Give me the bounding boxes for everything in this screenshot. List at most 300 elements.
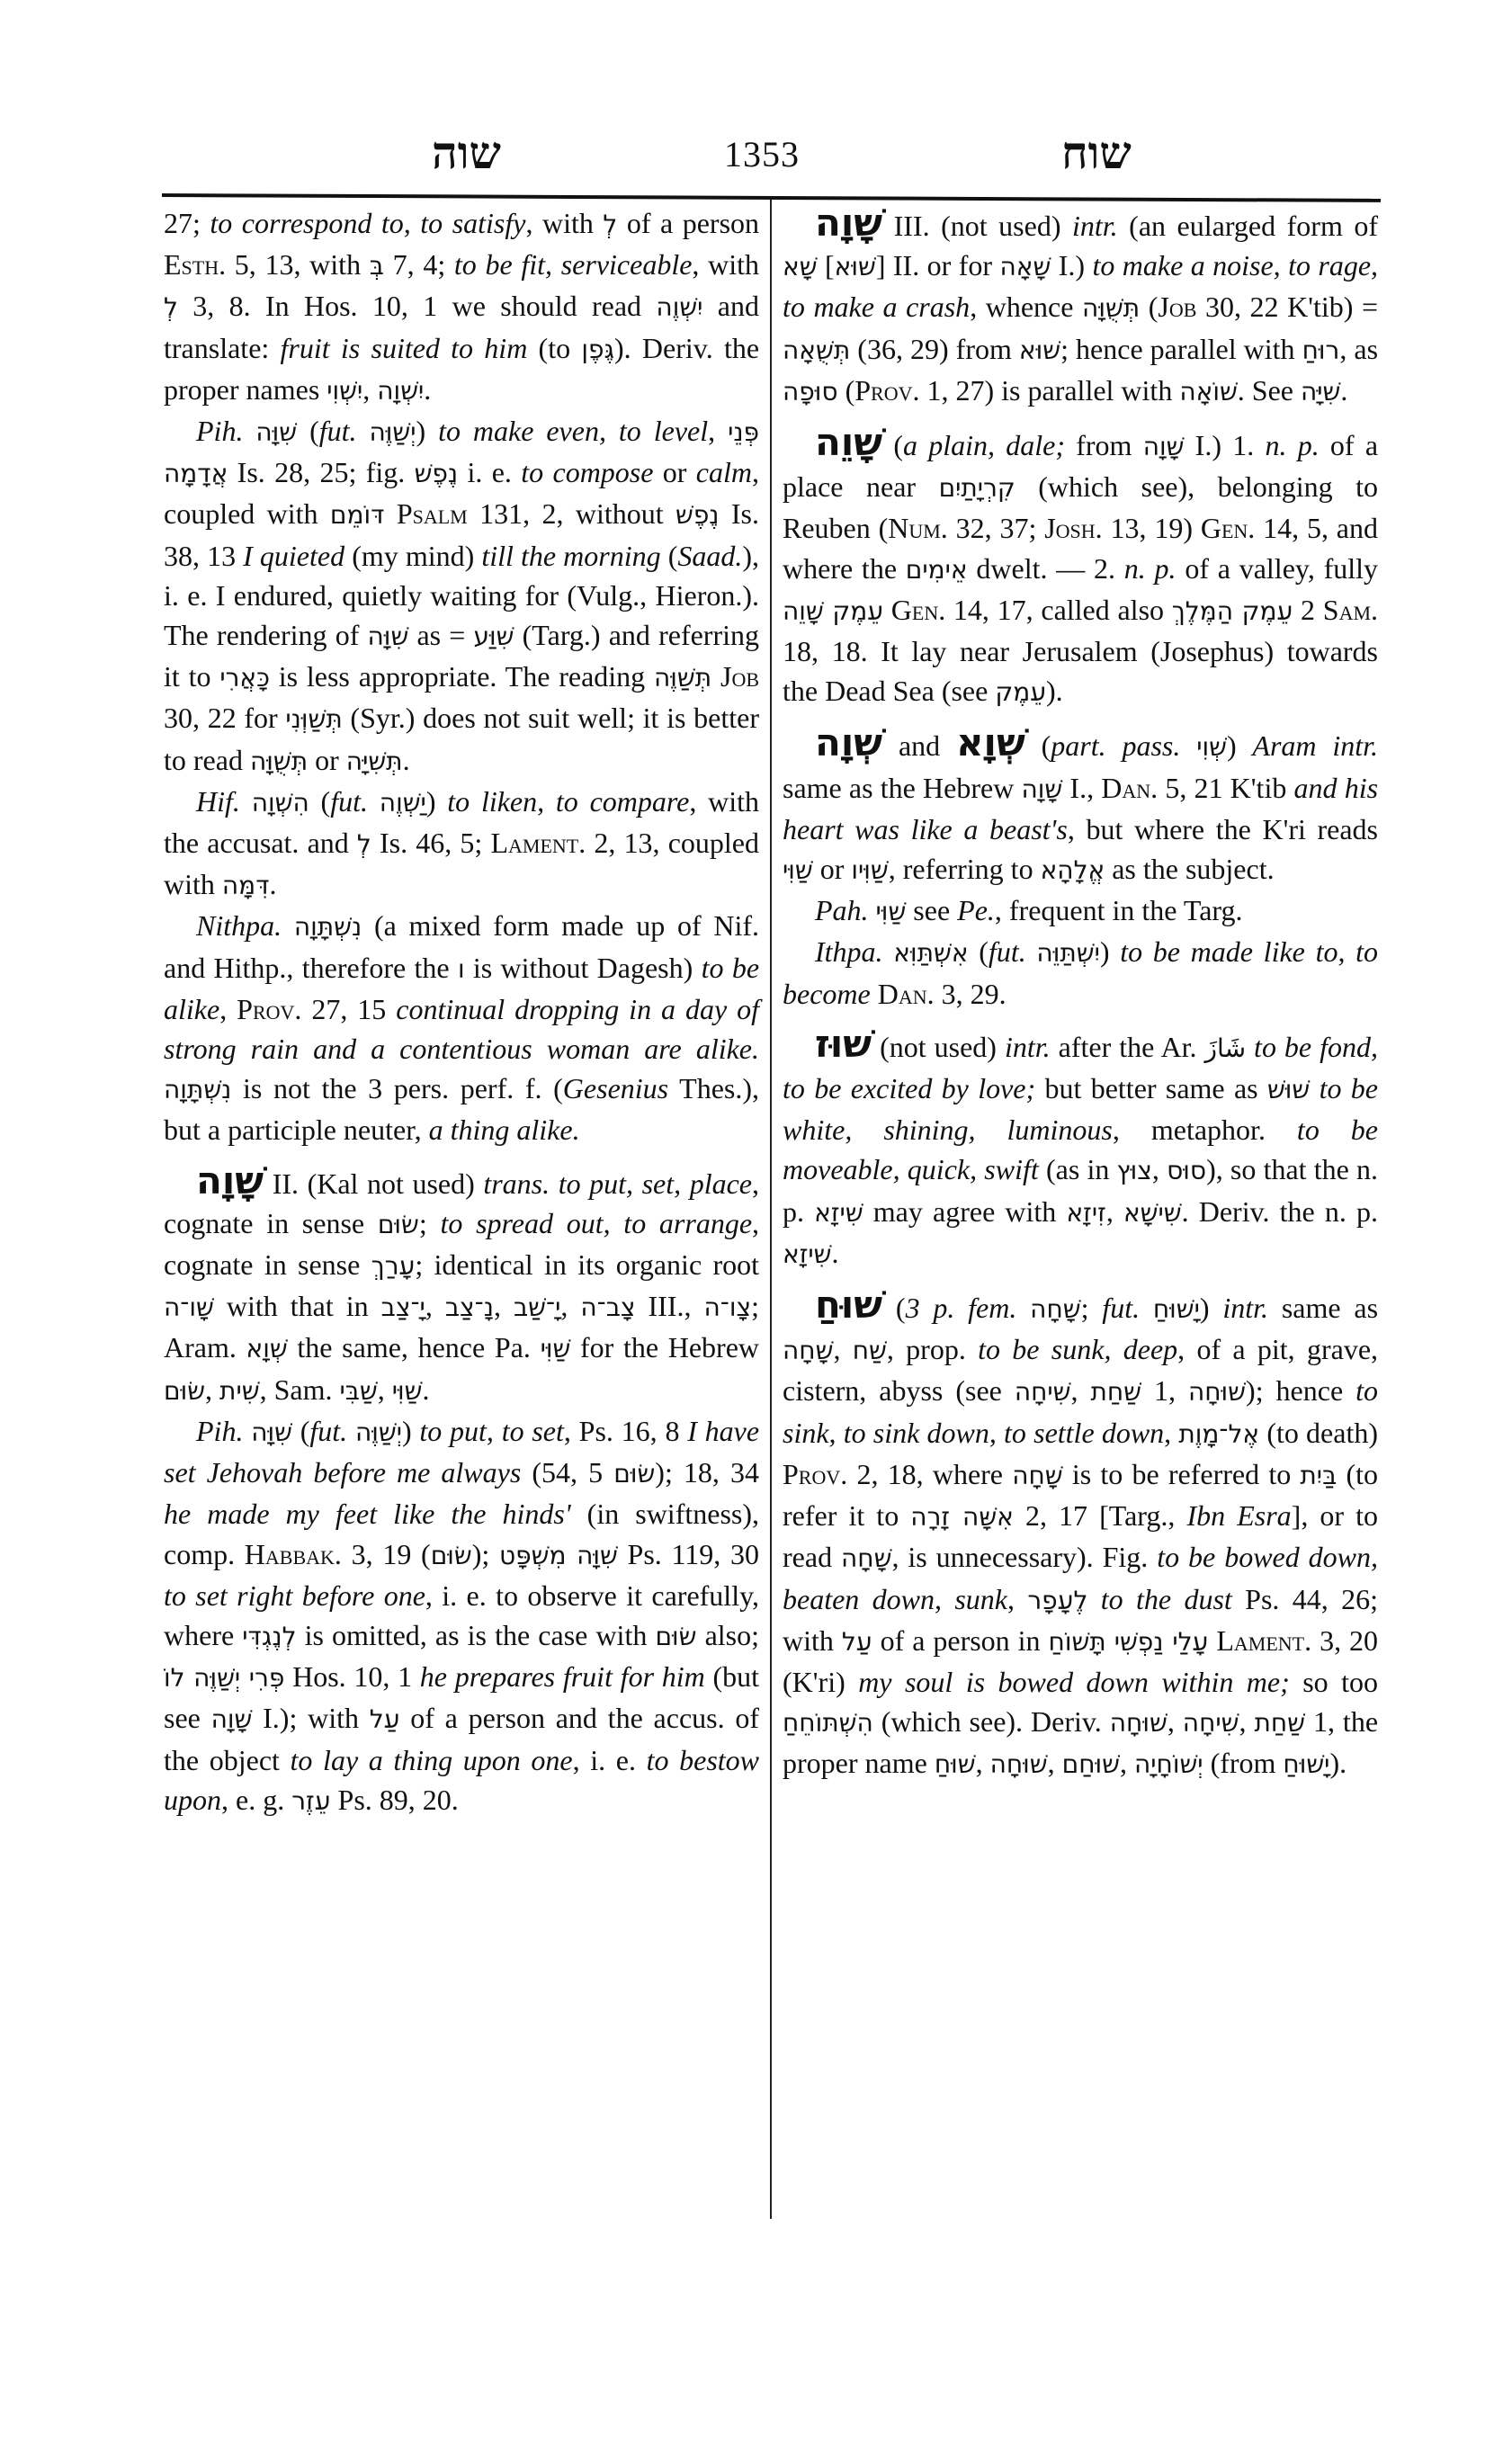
italic-gloss: to bestow upon: [164, 1743, 759, 1816]
body-text: or: [653, 456, 696, 489]
hebrew-word: שַׁוִּיו: [851, 855, 889, 886]
hebrew-word: שׂוּם: [655, 1621, 697, 1651]
hebrew-word: שַׁוִּי: [783, 855, 813, 886]
body-text: (: [968, 935, 989, 969]
hebrew-word: יְשׁוֹחָיָה: [1133, 1749, 1203, 1780]
italic-gloss: Saad.: [677, 539, 743, 572]
hebrew-word: שָׁחָה: [1012, 1460, 1063, 1490]
body-text: from: [1065, 429, 1143, 462]
body-text: [368, 785, 380, 818]
hebrew-word: שׁוּחַם: [1061, 1749, 1120, 1780]
body-text: 14, 5, and where the: [783, 512, 1379, 585]
dictionary-paragraph-shuach: [783, 1285, 1378, 1784]
body-text: Ps. 89, 20.: [330, 1783, 459, 1816]
body-text: [357, 415, 370, 447]
hebrew-word: לְנֶגְדִּי: [242, 1621, 297, 1651]
body-text: ): [1099, 935, 1121, 969]
body-text: ): [1226, 729, 1253, 763]
italic-gloss: Pe.: [957, 894, 995, 927]
body-text: ), i. e. I endured, quietly waiting for (Vulg., Hieron.). The rendering of: [164, 539, 760, 652]
body-text: ,: [560, 1290, 581, 1323]
body-text: i. e.: [458, 456, 522, 489]
body-text: ,: [1119, 1747, 1134, 1780]
right-running-headword: שוח: [1061, 126, 1132, 179]
italic-gloss: to set right before one: [164, 1578, 425, 1612]
hebrew-word: לֶעָפָר: [1027, 1585, 1088, 1615]
body-text: ,: [1105, 1194, 1123, 1228]
italic-gloss: I have set Jehovah before me always: [164, 1414, 760, 1489]
book-reference: Dan.: [877, 977, 935, 1010]
body-text: 1,: [1141, 1374, 1188, 1408]
body-text: dwelt. — 2.: [967, 551, 1124, 585]
body-text: Ps. 44, 26; with: [783, 1582, 1379, 1657]
page-number: 1353: [724, 134, 800, 174]
body-text: (: [309, 784, 331, 818]
body-text: (54, 5: [521, 1456, 614, 1489]
hebrew-word: שַׁבִּי: [339, 1375, 378, 1406]
body-text: [1106, 1624, 1114, 1657]
body-text: may agree with: [863, 1194, 1067, 1228]
body-text: [347, 1415, 355, 1447]
body-text: or: [308, 743, 346, 776]
hebrew-word: תְּשִׁיָּה: [345, 746, 403, 776]
italic-gloss: to lay a thing upon one: [290, 1743, 573, 1776]
body-text: (to refer it to: [783, 1457, 1379, 1533]
body-text: 1, 27) is parallel with: [919, 373, 1180, 407]
hebrew-word: שׂוּם: [377, 1209, 419, 1239]
body-text: [1208, 1624, 1216, 1657]
body-text: (to death): [1259, 1416, 1379, 1449]
italic-gloss: to compose: [521, 456, 654, 489]
book-reference: Num.: [888, 512, 948, 545]
body-text: 3, 8. In Hos. 10, 1 we should read: [177, 290, 657, 323]
hebrew-word: פְּרִי יְשַׁוֶּה לוֹ: [164, 1663, 285, 1694]
hebrew-word: שִׁוַּע: [473, 621, 514, 652]
body-text: [384, 497, 396, 530]
hebrew-word: יִשְׁתַּוֵּה: [1036, 938, 1100, 969]
body-text: 14, 17, called also: [945, 593, 1172, 626]
body-text: ,: [1167, 1705, 1183, 1739]
hebrew-word: עָרַךְ: [371, 1251, 416, 1282]
body-text: , referring to: [888, 853, 1041, 886]
body-text: [871, 978, 878, 1010]
dictionary-paragraph-shuz: [783, 1021, 1379, 1274]
hebrew-word: שׂוּם: [613, 1459, 656, 1489]
hebrew-word: אִשְׁתַּוִּא: [893, 938, 969, 969]
body-text: Thes.), but a participle neuter,: [164, 1072, 760, 1147]
hebrew-word: ו: [457, 953, 465, 984]
book-reference: Lament.: [490, 827, 586, 860]
body-text: ; hence parallel with: [1060, 332, 1302, 365]
italic-gloss: n. p.: [1265, 429, 1320, 462]
hebrew-word: פְּנֵי אֲדָמָה: [164, 417, 760, 489]
body-text: 5, 21 K'tib: [1158, 771, 1294, 804]
body-text: and: [882, 729, 956, 763]
body-text: III. (not used): [882, 210, 1072, 242]
body-text: [883, 935, 894, 968]
body-text: ,: [362, 372, 378, 406]
book-reference: Esth.: [164, 248, 227, 282]
hebrew-word: שׁוּחָה: [1109, 1708, 1168, 1739]
italic-gloss: he prepares fruit for him: [419, 1660, 705, 1694]
hebrew-word: עַל: [841, 1626, 872, 1657]
hebrew-word: שַׁוִּי: [875, 897, 907, 927]
body-text: is to be referred to: [1062, 1457, 1301, 1490]
body-text: same as: [1268, 1292, 1379, 1325]
headword: שְׁוָה: [815, 720, 883, 765]
italic-gloss: to the dust: [1100, 1582, 1232, 1615]
body-text: or: [812, 853, 852, 886]
italic-gloss: calm: [695, 456, 752, 489]
body-text: so too: [1289, 1665, 1379, 1698]
hebrew-word: שַׁוִּי: [540, 1334, 571, 1364]
body-text: ): [416, 415, 439, 448]
hebrew-word: כָּאֲרִי: [219, 663, 270, 693]
dictionary-paragraph-entry-II: [164, 1158, 760, 1411]
hebrew-word: דִּמָּה: [221, 871, 270, 901]
italic-gloss: fut.: [330, 784, 368, 818]
hebrew-word: לְ: [603, 210, 618, 239]
body-text: (my mind): [344, 539, 482, 572]
hebrew-word: דּוֹמֵם: [329, 500, 385, 531]
body-text: .: [831, 1236, 839, 1269]
italic-gloss: and his heart was like a beast's: [783, 771, 1379, 845]
italic-gloss: to liken, to compare: [447, 784, 690, 818]
body-text: (: [882, 1292, 906, 1325]
body-text: 3, 20 (K'ri): [783, 1623, 1379, 1698]
book-reference: Gen.: [890, 593, 946, 626]
body-text: (: [1140, 291, 1159, 324]
body-text: ] II. or for: [875, 249, 1000, 282]
hebrew-word: שָׁא: [783, 252, 818, 282]
dictionary-paragraph-ithpa: [783, 932, 1378, 1013]
hebrew-word: עַל: [369, 1704, 400, 1735]
body-text: also;: [696, 1618, 760, 1651]
body-text: , with: [525, 207, 604, 239]
hebrew-word: אֱלָהָא: [1040, 855, 1105, 886]
body-text: is not the 3 pers. perf. f. (: [231, 1072, 563, 1105]
body-text: .: [422, 1373, 430, 1406]
body-text: 2, 13, coupled with: [164, 827, 759, 901]
body-text: ), so that the n. p.: [783, 1153, 1379, 1228]
headword: שׁוּחַ: [815, 1283, 883, 1328]
body-text: (: [291, 1414, 310, 1447]
body-text: [1026, 935, 1037, 968]
body-text: of a person: [617, 207, 760, 239]
hebrew-word: שׁוּא: [834, 252, 876, 282]
body-text: ,: [1007, 1582, 1028, 1615]
hebrew-word: יָ־שַׁב: [513, 1292, 561, 1323]
body-text: [1016, 1292, 1030, 1324]
body-text: ;: [1080, 1292, 1103, 1325]
body-text: for the Hebrew: [570, 1331, 760, 1364]
body-text: ;: [418, 1206, 441, 1239]
body-text: , is unnecessary). Fig.: [891, 1541, 1158, 1574]
hebrew-word: שִׁוָּה: [255, 417, 298, 448]
book-reference: Gen.: [1200, 512, 1256, 545]
hebrew-word: שׂוּם: [430, 1540, 472, 1570]
body-text: 3, 19 (: [341, 1537, 431, 1570]
hebrew-word: שַׁח: [852, 1336, 887, 1366]
body-text: [711, 660, 720, 693]
italic-gloss: to correspond to, to satisfy: [210, 207, 526, 239]
body-text: , metaphor.: [1112, 1113, 1297, 1147]
body-text: ,: [1239, 1705, 1255, 1739]
dictionary-paragraph-aram: [783, 720, 1379, 890]
body-text: , prop.: [886, 1333, 979, 1366]
hebrew-word: עֵמֶק: [995, 677, 1047, 708]
body-text: , i. e.: [572, 1743, 647, 1776]
italic-gloss: to spread out, to arrange: [440, 1206, 753, 1239]
body-text: ,: [493, 1290, 514, 1323]
body-text: (: [882, 429, 904, 462]
body-text: 18, 18. It lay near Jerusalem (Josephus) towards the Dead Sea (see: [783, 635, 1378, 708]
hebrew-word: עֵזֶר: [291, 1785, 331, 1816]
hebrew-word: שַׁחַת: [1254, 1708, 1305, 1739]
headword: שָׁוָה: [815, 201, 883, 245]
hebrew-word: יָ־צַב: [380, 1292, 425, 1323]
hebrew-word: שָׁחָה: [1030, 1294, 1081, 1325]
body-text: 7, 4;: [383, 248, 454, 282]
body-text: is without Dagesh): [464, 951, 702, 984]
body-text: [240, 785, 252, 818]
dictionary-paragraph-hif: [164, 782, 759, 907]
hebrew-word: שׁוֹאָה: [1179, 376, 1238, 407]
hebrew-word: שִׁוָּה: [251, 1417, 292, 1447]
hebrew-word: עָלַי נַפְשִׁי: [1114, 1626, 1209, 1657]
hebrew-word: נֶפֶשׁ: [675, 500, 720, 531]
italic-gloss: Hif.: [196, 784, 240, 818]
hebrew-word: שִׁיזָא: [783, 1238, 832, 1269]
hebrew-word: שַׁחַת: [1090, 1377, 1142, 1408]
body-text: and translate:: [164, 290, 760, 364]
body-text: .: [269, 868, 277, 901]
hebrew-word: שִׁית: [219, 1375, 260, 1406]
body-text: ,: [1047, 1747, 1062, 1780]
body-text: ,: [1070, 1374, 1091, 1408]
italic-gloss: fut.: [988, 935, 1026, 969]
body-text: . See: [1237, 373, 1301, 407]
body-text: ], or to read: [783, 1499, 1379, 1574]
hebrew-word: צָב־ה: [580, 1292, 636, 1323]
body-text: 5, 13, with: [226, 248, 370, 282]
body-text: , but where the K'ri reads: [1067, 812, 1379, 845]
hebrew-word: שׁוּחָה: [1187, 1377, 1247, 1408]
body-text: [869, 894, 876, 926]
body-text: (: [837, 373, 855, 407]
body-text: 27;: [164, 207, 210, 239]
body-text: as the subject.: [1105, 853, 1275, 886]
italic-gloss: intr.: [1222, 1292, 1269, 1325]
hebrew-word: שִׁוָּה מִשְׁפָּט: [498, 1540, 618, 1570]
hebrew-word: בְּ: [369, 251, 384, 282]
hebrew-word: שָׁוָה: [210, 1704, 253, 1735]
body-text: ,: [708, 415, 729, 448]
body-text: is omitted, as is the case with: [296, 1618, 656, 1651]
hebrew-word: נִשְׁתָּוָה: [293, 912, 362, 943]
body-text: [1180, 729, 1196, 762]
italic-gloss: Ithpa.: [815, 935, 883, 969]
italic-gloss: to sink, to sink down, to settle down: [783, 1374, 1379, 1449]
hebrew-word: שִׁיחָה: [1014, 1377, 1071, 1408]
body-text: I.,: [1062, 771, 1102, 804]
italic-gloss: to be made like to, to become: [783, 935, 1379, 1010]
body-text: ): [401, 1414, 420, 1447]
body-text: . Deriv. the n. p.: [1181, 1194, 1379, 1228]
body-text: as =: [408, 619, 474, 652]
running-header: [162, 126, 1381, 189]
body-text: .: [402, 743, 410, 776]
body-text: ); 18, 34: [655, 1456, 760, 1489]
body-text: ,: [219, 992, 237, 1025]
body-text: (to: [527, 331, 582, 364]
hebrew-word: צָו־ה: [703, 1292, 752, 1323]
hebrew-word: שִׁישָׁא: [1123, 1197, 1182, 1228]
body-text: ,: [975, 1747, 990, 1780]
body-text: 131, 2, without: [467, 497, 675, 531]
italic-gloss: to put, to set: [419, 1414, 564, 1447]
hebrew-word: שַׁוִּי: [391, 1375, 423, 1406]
body-text: (36, 29) from: [850, 332, 1019, 365]
italic-gloss: he made my feet like the hinds': [164, 1498, 571, 1531]
body-text: (in swiftness), comp.: [164, 1498, 760, 1570]
hebrew-word: עֵמֶק הַמֶּלֶךְ: [1171, 595, 1293, 626]
body-text: .: [1340, 373, 1348, 407]
body-text: same as the Hebrew: [783, 771, 1022, 804]
dictionary-paragraph-pah: [783, 890, 1378, 932]
italic-gloss: to be bowed down, beaten down, sunk: [783, 1541, 1379, 1615]
book-reference: Job: [1158, 291, 1197, 324]
body-text: ). Deriv. the proper names: [164, 331, 760, 406]
body-text: , e. g.: [221, 1783, 292, 1816]
body-text: ,: [205, 1373, 220, 1406]
body-text: (Targ.) and referring it to: [164, 619, 760, 693]
hebrew-word: נֶפֶשׁ: [414, 459, 459, 489]
hebrew-word: שׁוּחַ: [934, 1749, 976, 1780]
italic-gloss: Pih.: [196, 1414, 244, 1447]
body-text: 30, 22 for: [164, 702, 286, 735]
body-text: 1, the proper name: [783, 1705, 1379, 1780]
italic-gloss: my soul is bowed down within me;: [858, 1665, 1290, 1698]
hebrew-word: יָשׁוּחַ: [1152, 1294, 1200, 1325]
body-text: [243, 1415, 251, 1447]
headword: שׁוּז: [815, 1021, 872, 1066]
body-text: ,: [833, 1333, 853, 1366]
italic-gloss: 3 p. fem.: [905, 1292, 1017, 1325]
body-text: the same, hence Pa.: [287, 1331, 541, 1364]
italic-gloss: intr.: [1071, 210, 1118, 242]
left-column: [164, 203, 759, 1821]
hebrew-word: יִשְׁוִי: [327, 375, 363, 406]
italic-gloss: a plain, dale;: [903, 429, 1066, 462]
body-text: , of a pit, grave, cistern, abyss (see: [783, 1333, 1379, 1408]
body-text: [1087, 1583, 1100, 1615]
hebrew-word: שָׁאָה: [999, 252, 1051, 282]
hebrew-word: לְ: [356, 829, 371, 860]
hebrew-word: תְּשֻׁוָּה: [249, 746, 309, 776]
hebrew-word: יִשְׁוָה: [377, 375, 425, 406]
italic-gloss: to make a noise, to rage, to make a crash: [783, 249, 1379, 324]
body-text: I.) 1.: [1184, 429, 1266, 462]
body-text: 3, 29.: [934, 977, 1007, 1010]
body-text: (as in: [1038, 1153, 1117, 1186]
body-text: );: [471, 1537, 499, 1570]
body-text: Ps. 119, 30: [617, 1537, 760, 1570]
body-text: II. (Kal not used): [264, 1167, 484, 1200]
body-text: 30, 22 K'tib) =: [1196, 291, 1379, 324]
body-text: of a place near: [783, 429, 1379, 504]
italic-gloss: fut.: [1102, 1292, 1141, 1325]
body-text: [883, 594, 891, 626]
body-text: ); hence: [1246, 1374, 1356, 1408]
body-text: ,: [1151, 1153, 1168, 1186]
body-text: ,: [377, 1373, 392, 1406]
body-text: ,: [1164, 1416, 1179, 1449]
body-text: is less appropriate. The reading: [269, 660, 654, 693]
hebrew-word: גֶּפֶן: [581, 334, 615, 364]
hebrew-word: נִשְׁתָּוָה: [164, 1075, 232, 1105]
body-text: (which see). Deriv.: [872, 1705, 1110, 1739]
hebrew-word: אֵימִים: [905, 554, 968, 585]
book-reference: Lament.: [1216, 1623, 1312, 1657]
body-text: Is. 38, 13: [164, 497, 760, 572]
body-text: see: [906, 894, 958, 927]
body-text: , as: [1339, 332, 1379, 365]
body-text: [243, 415, 255, 447]
book-reference: Job: [720, 660, 760, 693]
body-text: ).: [1329, 1747, 1347, 1780]
body-text: , Sam.: [259, 1373, 340, 1406]
hebrew-word: אִשָּׁה זָרָה: [910, 1502, 1014, 1533]
dictionary-paragraph-entry-III: [783, 203, 1378, 412]
body-text: Is. 46, 5;: [371, 827, 491, 860]
hebrew-word: שׂוּם: [164, 1375, 206, 1406]
body-text: (but see: [164, 1660, 759, 1735]
body-text: , i. e. to observe it carefully, where: [164, 1578, 760, 1651]
book-reference: Josh.: [1044, 512, 1103, 545]
hebrew-word: תְּשַׁוֶּה: [654, 663, 712, 693]
hebrew-word: שִׁיחָה: [1182, 1708, 1239, 1739]
hebrew-word: תְּשַׁוְּנִי: [285, 704, 343, 735]
hebrew-word: שׁוּחָה: [989, 1749, 1048, 1780]
italic-gloss: Aram intr.: [1252, 729, 1379, 763]
italic-gloss: continual dropping in a day of strong rain and a contentious woman are alike.: [164, 992, 760, 1066]
body-text: of a person and the accus. of the object: [164, 1702, 760, 1776]
body-text: 2: [1293, 593, 1323, 626]
hebrew-word: שׁוּשׁ: [1266, 1075, 1311, 1105]
italic-gloss: fut.: [318, 415, 357, 448]
body-text: (which see), belonging to Reuben (: [783, 470, 1378, 545]
hebrew-word: יַשְׁוֶה: [379, 787, 426, 818]
italic-gloss: Ibn Esra: [1186, 1499, 1292, 1533]
hebrew-word: שׁוּא: [1018, 335, 1061, 365]
hebrew-word: שָׁוָה: [1142, 432, 1185, 462]
hebrew-word: שָׁוָה: [1021, 773, 1063, 804]
body-text: [1310, 1072, 1319, 1104]
right-column: [783, 203, 1378, 1785]
dictionary-paragraph-cont: [164, 203, 759, 411]
body-text: with that in: [213, 1290, 381, 1323]
book-reference: Habbak.: [244, 1537, 342, 1570]
book-reference: Psalm: [396, 497, 468, 531]
hebrew-word: תְּשֻׁוָּה: [1082, 293, 1141, 324]
hebrew-word: שִׁוָּה: [367, 621, 409, 652]
body-text: [: [817, 249, 835, 282]
body-text: , frequent in the Targ.: [994, 894, 1243, 927]
hebrew-word: סוּס: [1167, 1156, 1207, 1186]
body-text: , cognate in sense: [164, 1167, 760, 1239]
body-text: ; Aram.: [164, 1290, 760, 1364]
